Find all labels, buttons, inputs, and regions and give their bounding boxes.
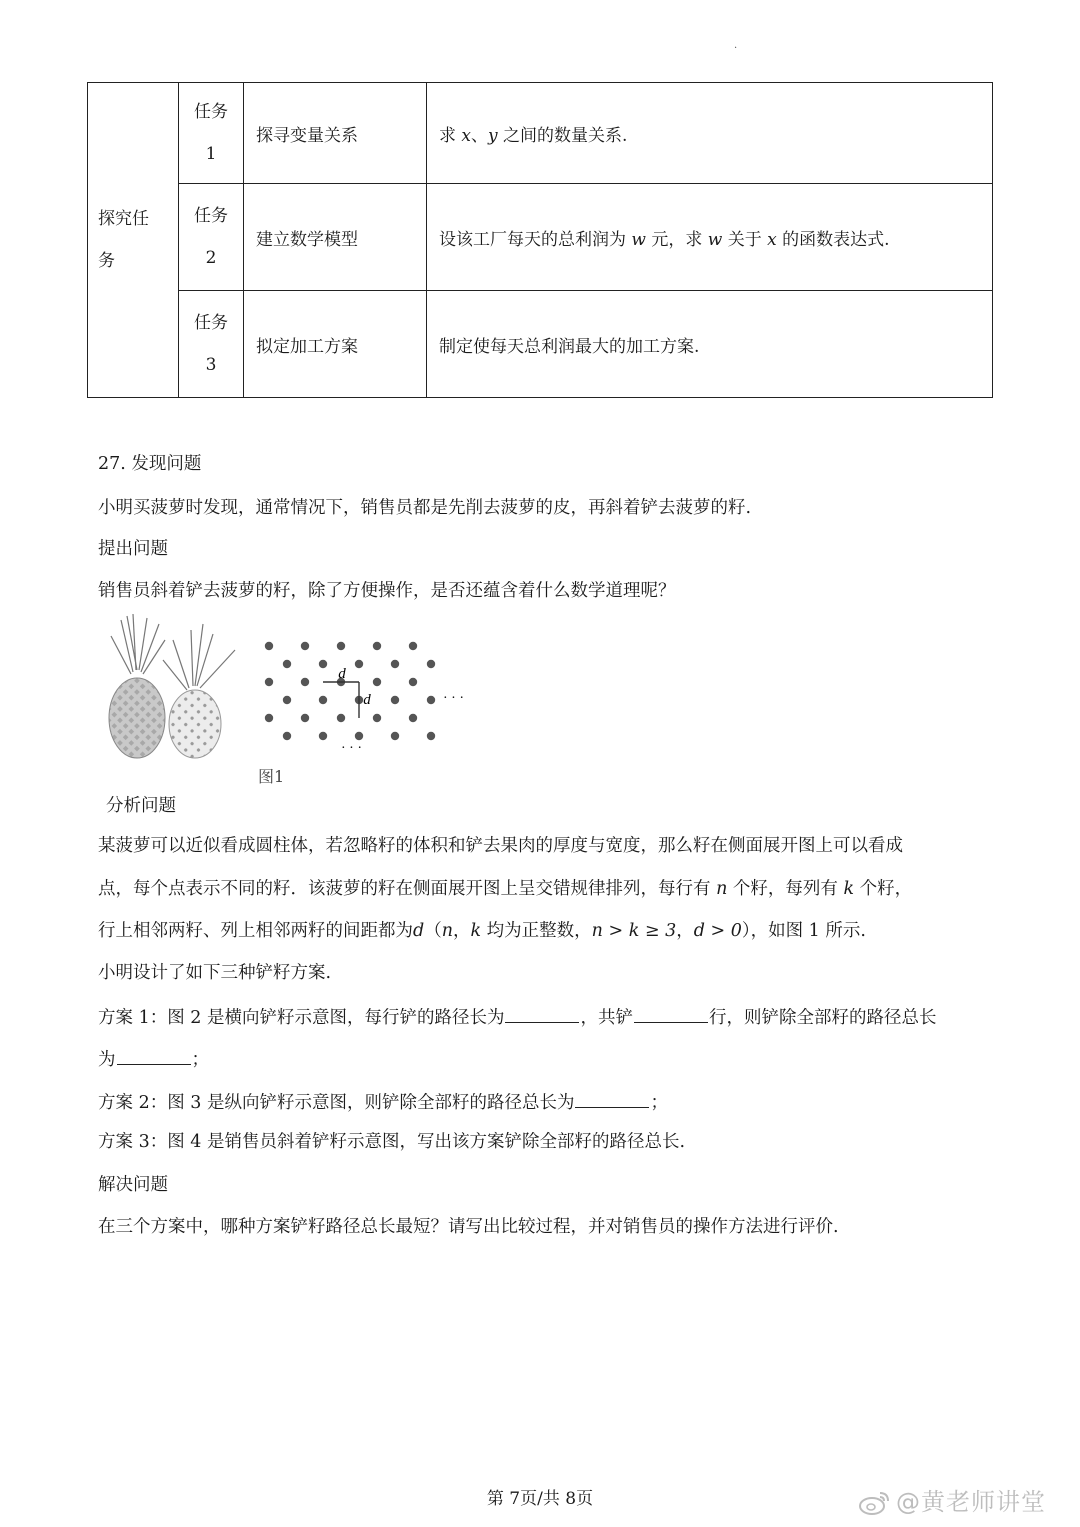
seed-dot (373, 642, 381, 650)
weibo-icon (858, 1489, 892, 1517)
seed-dot (391, 660, 399, 668)
group-label-cell (88, 83, 179, 398)
seed-dot (301, 714, 309, 722)
task-number-cell (179, 291, 244, 398)
seed-dot (301, 678, 309, 686)
condition-1: n > k ≥ 3 (591, 921, 677, 941)
column-ellipsis: · · · (341, 741, 362, 756)
group-label: 探究任务 (98, 209, 149, 271)
task-label: 任务 (194, 206, 228, 226)
condition-2: d > 0 (693, 921, 742, 941)
task-number: 2 (205, 248, 217, 268)
design-text: 小明设计了如下三种铲籽方案. (98, 963, 332, 983)
figure-caption: 图1 (258, 767, 285, 786)
seed-dot (283, 660, 291, 668)
answer-blank[interactable] (575, 1089, 649, 1108)
seed-dot (337, 642, 345, 650)
row-ellipsis: · · · (443, 691, 464, 706)
seed-dot (373, 714, 381, 722)
task-label: 任务 (194, 313, 228, 333)
seed-dot (391, 696, 399, 704)
watermark: @黄老师讲堂 (858, 1482, 1046, 1517)
analyze-line-3: 行上相邻两籽、列上相邻两籽的间距都为d（n，k 均为正整数，n > k ≥ 3，d > 0），如图 1 所示. (98, 921, 866, 941)
seed-dot (265, 714, 273, 722)
seed-lattice-diagram (255, 628, 485, 758)
seed-dot (427, 732, 435, 740)
seed-dot (391, 732, 399, 740)
answer-blank[interactable] (505, 1004, 579, 1023)
seed-dot (409, 642, 417, 650)
seed-dot (283, 696, 291, 704)
seed-dot (427, 696, 435, 704)
seed-dot (265, 678, 273, 686)
task-label: 任务 (194, 102, 228, 122)
task-number-cell (179, 83, 244, 184)
table-row (88, 83, 993, 184)
seed-dot (355, 732, 363, 740)
analyze-line-2: 点，每个点表示不同的籽．该菠萝的籽在侧面展开图上呈交错规律排列，每行有 n 个籽，每列有 k 个籽， (98, 879, 913, 899)
raise-heading: 提出问题 (98, 539, 168, 559)
seed-dot (337, 714, 345, 722)
task-number: 3 (205, 355, 217, 375)
solve-heading: 解决问题 (98, 1175, 168, 1195)
row-spacing-label: d (338, 666, 346, 682)
plan-1-line-1: 方案 1：图 2 是横向铲籽示意图，每行铲的路径长为 ，共铲 行，则铲除全部籽的路径总长 (98, 1004, 936, 1029)
analyze-line-1: 某菠萝可以近似看成圆柱体，若忽略籽的体积和铲去果肉的厚度与宽度，那么籽在侧面展开图上可以看成 (98, 836, 903, 856)
header-mark: . (734, 40, 738, 51)
question-heading: 27. 发现问题 (98, 454, 202, 474)
discover-text: 小明买菠萝时发现，通常情况下，销售员都是先削去菠萝的皮，再斜着铲去菠萝的籽. (98, 498, 752, 518)
analyze-heading: 分析问题 (106, 796, 176, 816)
seed-dot (283, 732, 291, 740)
task-content: 制定使每天总利润最大的加工方案. (427, 291, 993, 398)
plan-2: 方案 2：图 3 是纵向铲籽示意图，则铲除全部籽的路径总长为 ； (98, 1089, 668, 1114)
task-content: 设该工厂每天的总利润为 w 元，求 w 关于 x 的函数表达式. (427, 184, 993, 291)
column-spacing-label: d (363, 692, 371, 708)
table-row (88, 291, 993, 398)
task-number: 1 (205, 144, 217, 164)
table-row (88, 184, 993, 291)
task-name: 探寻变量关系 (244, 83, 427, 184)
seed-dot (355, 660, 363, 668)
seed-dot (301, 642, 309, 650)
page-footer: 第 7页/共 8页 (486, 1489, 594, 1509)
plan-3: 方案 3：图 4 是销售员斜着铲籽示意图，写出该方案铲除全部籽的路径总长. (98, 1132, 686, 1152)
task-content: 求 x、y 之间的数量关系. (427, 83, 993, 184)
seed-dot (373, 678, 381, 686)
task-name: 建立数学模型 (244, 184, 427, 291)
seed-dot (319, 660, 327, 668)
task-table (87, 82, 993, 398)
seed-dot (427, 660, 435, 668)
answer-blank[interactable] (117, 1046, 191, 1065)
seed-dot (409, 714, 417, 722)
solve-text: 在三个方案中，哪种方案铲籽路径总长最短？请写出比较过程，并对销售员的操作方法进行评价. (98, 1217, 839, 1237)
raise-text: 销售员斜着铲去菠萝的籽，除了方便操作，是否还蕴含着什么数学道理呢？ (98, 581, 676, 601)
seed-dot (409, 678, 417, 686)
task-number-cell (179, 184, 244, 291)
task-name: 拟定加工方案 (244, 291, 427, 398)
pineapple-photo (103, 610, 243, 760)
seed-dot (265, 642, 273, 650)
seed-dot (319, 696, 327, 704)
answer-blank[interactable] (634, 1004, 708, 1023)
plan-1-line-2: 为 ； (98, 1046, 209, 1071)
seed-dot (319, 732, 327, 740)
